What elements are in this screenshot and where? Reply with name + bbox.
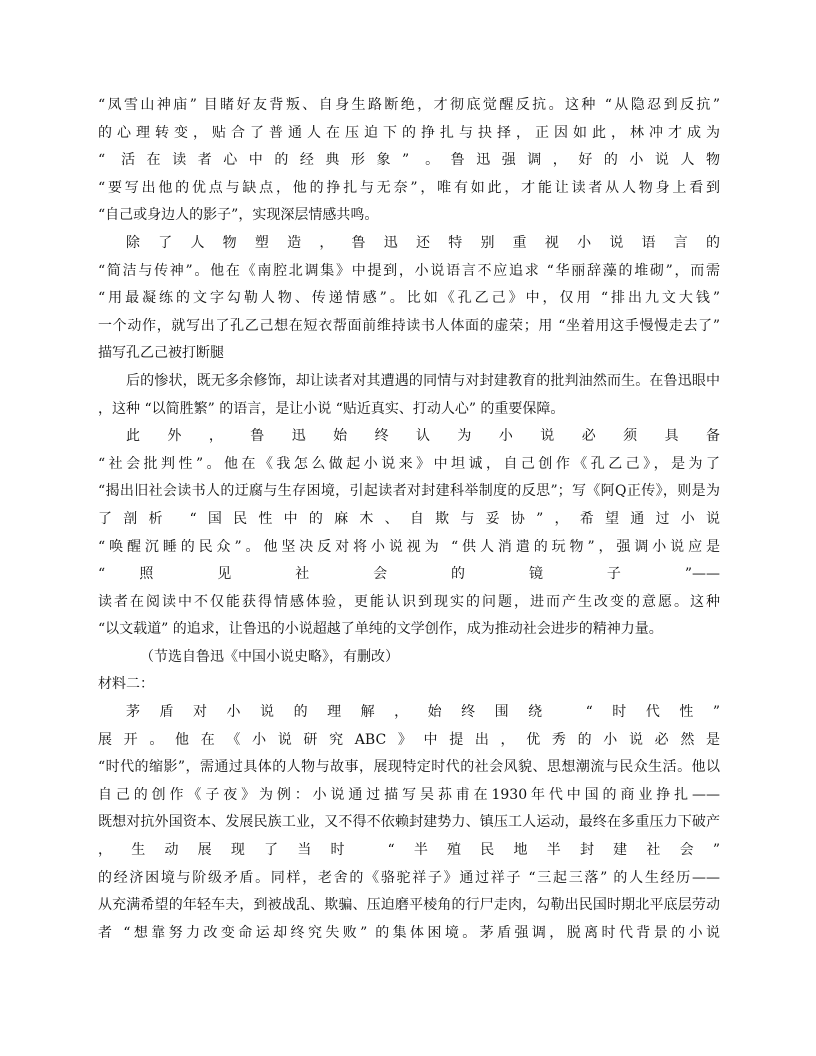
text-line: “唤醒沉睡的民众”。他坚决反对将小说视为 “供人消遣的玩物”，强调小说应是	[98, 538, 720, 555]
text-line: “揭出旧社会读书人的迂腐与生存困境，引起读者对封建科举制度的反思”；写《阿Q正传》，则是为	[98, 483, 720, 500]
text-line: ，生动展现了当时 “半殖民地半封建社会”	[98, 842, 720, 859]
text-line: 后的惨状，既无多余修饰，却让读者对其遭遇的同情与对封建教育的批判油然而生。在鲁迅眼中	[126, 372, 720, 389]
section-heading: 材料二：	[98, 676, 154, 693]
text-line: 展开。他在《小说研究ABC》中提出，优秀的小说必然是	[98, 731, 720, 748]
document-page	[98, 92, 720, 947]
text-line: 除了人物塑造，鲁迅还特别重视小说语言的	[126, 234, 720, 251]
text-line: 的经济困境与阶级矛盾。同样，老舍的《骆驼祥子》通过祥子 “三起三落” 的人生经历——	[98, 869, 720, 886]
text-line: 一个动作，就写出了孔乙己想在短衣帮面前维持读书人体面的虚荣；用 “坐着用这手慢慢走去了”	[98, 317, 720, 334]
text-line: 自己的创作《子夜》为例：小说通过描写吴荪甫在1930年代中国的商业挣扎——	[98, 786, 720, 803]
text-line: 者 “想靠努力改变命运却终究失败” 的集体困境。茅盾强调，脱离时代背景的小说	[98, 924, 720, 941]
text-line: 茅盾对小说的理解，始终围绕 “时代性”	[126, 704, 720, 721]
text-line: “用最凝练的文字勾勒人物、传递情感”。比如《孔乙己》中，仅用 “排出九文大钱”	[98, 290, 720, 307]
text-line: “简洁与传神”。他在《南腔北调集》中提到，小说语言不应追求 “华丽辞藻的堆砌”，而需	[98, 262, 720, 279]
text-line: “自己或身边人的影子”，实现深层情感共鸣。	[98, 207, 379, 224]
text-line: “时代的缩影”，需通过具体的人物与故事，展现特定时代的社会风貌、思想潮流与民众生活。他以	[98, 759, 720, 776]
text-line: ，这种 “以简胜繁” 的语言，是让小说 “贴近真实、打动人心” 的重要保障。	[98, 400, 565, 417]
text-line: “社会批判性”。他在《我怎么做起小说来》中坦诚，自己创作《孔乙己》，是为了	[98, 455, 720, 472]
text-line: 从充满希望的年轻车夫，到被战乱、欺骗、压迫磨平棱角的行尸走肉，勾勒出民国时期北平底层劳动	[98, 897, 720, 914]
text-line: “ 活在读者心中的经典形象” 。鲁迅强调，好的小说人物	[98, 152, 720, 169]
text-line: 既想对抗外国资本、发展民族工业，又不得不依赖封建势力、镇压工人运动，最终在多重压力下破产	[98, 814, 720, 831]
text-line: 此外，鲁迅始终认为小说必须具备	[126, 428, 720, 445]
text-line: 了剖析 “国民性中的麻木、自欺与妥协”，希望通过小说	[98, 510, 720, 527]
source-note: （节选自鲁迅《中国小说史略》，有删改）	[140, 648, 399, 665]
text-line: “ 照 见 社 会 的 镜 子 ”——	[98, 566, 720, 583]
text-line: 的心理转变，贴合了普通人在压迫下的挣扎与抉择，正因如此，林冲才成为	[98, 124, 720, 141]
text-line: “凤雪山神庙” 目睹好友背叛、自身生路断绝，才彻底觉醒反抗。这种 “从隐忍到反抗”	[98, 97, 720, 113]
text-line: 读者在阅读中不仅能获得情感体验，更能认识到现实的问题，进而产生改变的意愿。这种	[98, 593, 720, 610]
text-line: “以文载道” 的追求，让鲁迅的小说超越了单纯的文学创作，成为推动社会进步的精神力量。	[98, 621, 663, 638]
text-line: 描写孔乙己被打断腿	[98, 345, 224, 362]
text-line: “要写出他的优点与缺点，他的挣扎与无奈”，唯有如此，才能让读者从人物身上看到	[98, 179, 720, 196]
